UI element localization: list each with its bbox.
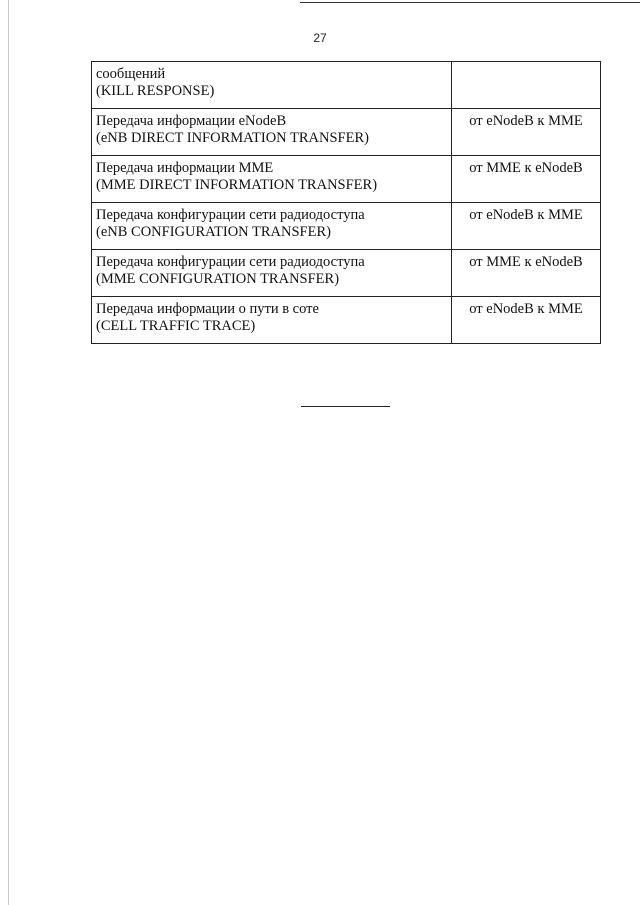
- message-name-ru: сообщений: [96, 66, 166, 82]
- direction-cell: от MME к eNodeB: [452, 250, 601, 297]
- message-name-en: (eNB CONFIGURATION TRANSFER): [96, 224, 331, 240]
- message-name-en: (MME DIRECT INFORMATION TRANSFER): [96, 177, 378, 193]
- direction-cell: от eNodeB к MME: [452, 297, 601, 344]
- table-row: [92, 203, 601, 250]
- message-name-ru: Передача конфигурации сети радиодоступа: [96, 207, 365, 223]
- message-name-ru: Передача информации о пути в соте: [96, 301, 319, 317]
- direction-cell: [452, 62, 601, 109]
- message-name-cell: [92, 250, 452, 297]
- message-name-en: (eNB DIRECT INFORMATION TRANSFER): [96, 130, 369, 146]
- scan-left-edge: [8, 0, 9, 905]
- direction-cell: от eNodeB к MME: [452, 109, 601, 156]
- direction-cell: от MME к eNodeB: [452, 156, 601, 203]
- page-number: 27: [313, 31, 327, 45]
- table-row: [92, 156, 601, 203]
- top-border-line: [300, 2, 640, 3]
- message-table: [91, 61, 601, 344]
- message-name-en: (CELL TRAFFIC TRACE): [96, 318, 256, 334]
- message-name-en: (KILL RESPONSE): [96, 83, 215, 99]
- table-row: [92, 109, 601, 156]
- table-row: [92, 62, 601, 109]
- table-row: [92, 297, 601, 344]
- message-name-cell: [92, 62, 452, 109]
- message-name-ru: Передача информации eNodeB: [96, 113, 287, 129]
- table-row: [92, 250, 601, 297]
- end-of-section-line: [301, 406, 390, 407]
- message-name-ru: Передача конфигурации сети радиодоступа: [96, 254, 365, 270]
- message-name-cell: [92, 156, 452, 203]
- message-name-cell: [92, 203, 452, 250]
- message-name-cell: [92, 297, 452, 344]
- message-name-en: (MME CONFIGURATION TRANSFER): [96, 271, 340, 287]
- direction-cell: от eNodeB к MME: [452, 203, 601, 250]
- message-name-ru: Передача информации MME: [96, 160, 274, 176]
- message-name-cell: [92, 109, 452, 156]
